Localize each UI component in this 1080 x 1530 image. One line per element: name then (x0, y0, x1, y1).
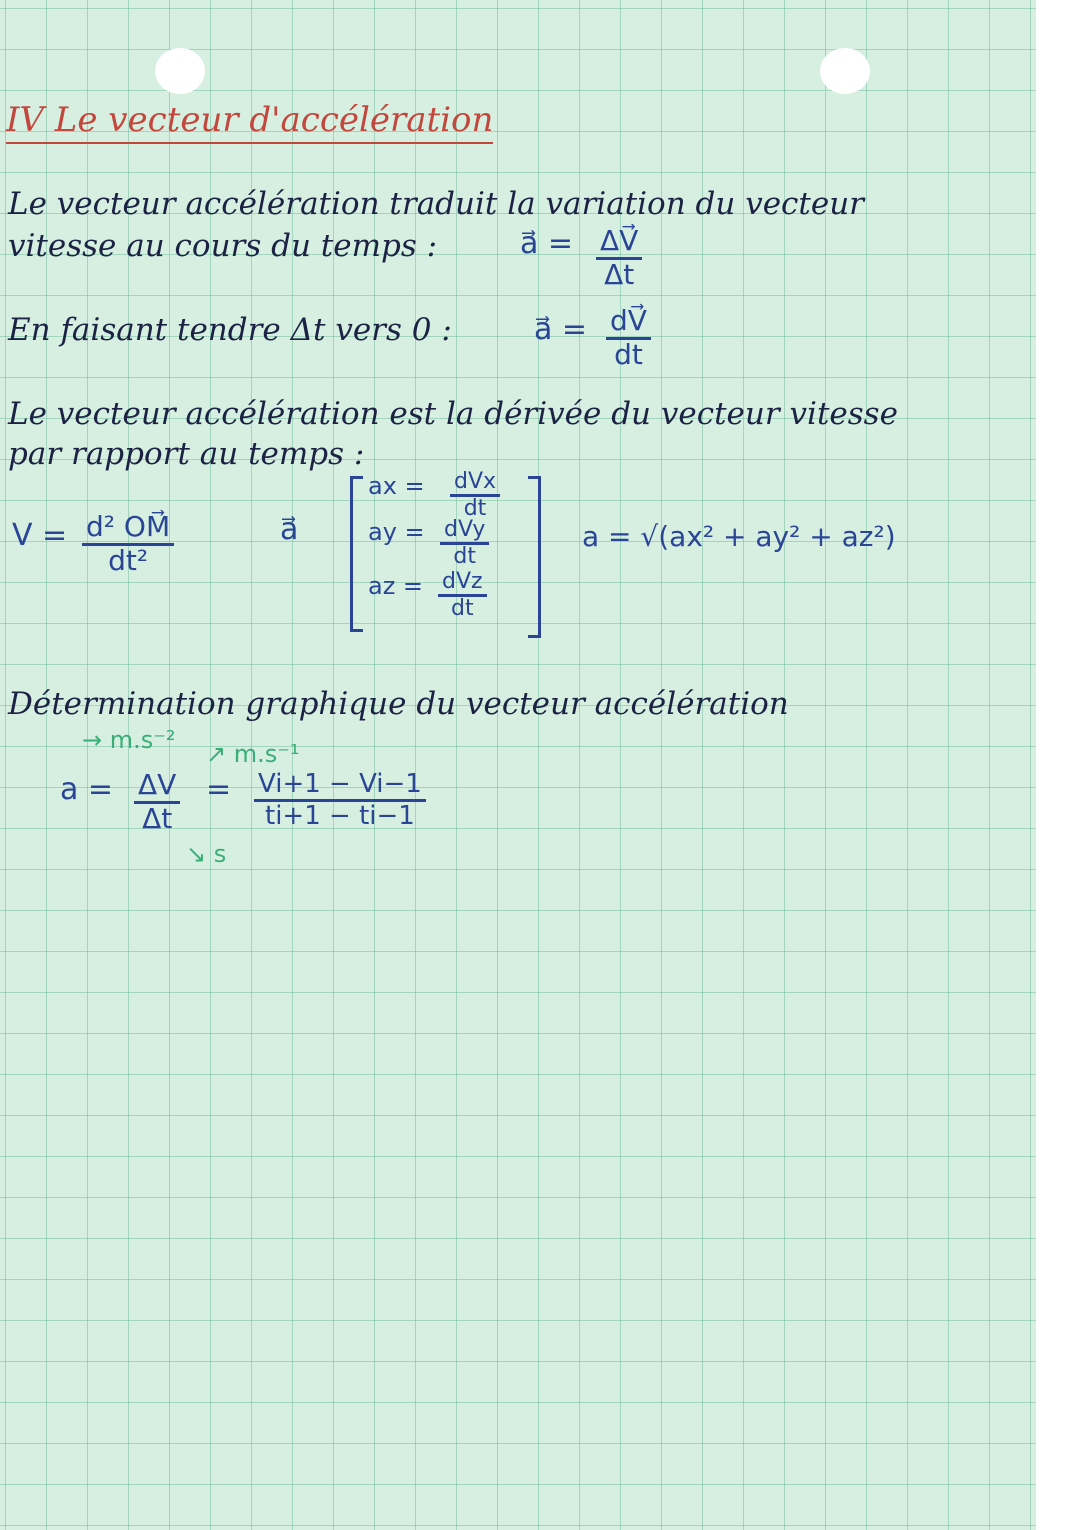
punch-hole-left (155, 48, 205, 94)
punch-hole-right (820, 48, 870, 94)
ax-lhs: ax = (368, 472, 425, 500)
unit-time: ↘ s (186, 840, 227, 868)
numerator: dVz (438, 570, 487, 597)
equals-sign: = (206, 772, 232, 807)
denominator: dt (453, 544, 477, 570)
fraction-finite-difference (254, 770, 426, 830)
fraction-ay (440, 518, 489, 569)
unit-acceleration: → m.s⁻² (82, 726, 176, 754)
fraction-dv-dt (596, 226, 642, 291)
numerator: dV⃗ (606, 306, 651, 340)
text-line-2: vitesse au cours du temps : (8, 228, 438, 264)
denominator: Δt (142, 801, 173, 835)
denominator: dt (614, 337, 643, 371)
text-line-3: En faisant tendre Δt vers 0 : (8, 312, 452, 348)
left-bracket (350, 476, 363, 632)
v-lhs: V = (12, 518, 68, 553)
norm-formula: a = √(ax² + ay² + az²) (582, 520, 896, 553)
numerator: dVx (450, 470, 500, 497)
text-line-4: Le vecteur accélération est la dérivée du vecteur vitesse (8, 396, 898, 432)
denominator: dt² (108, 543, 149, 577)
text-line-1: Le vecteur accélération traduit la variation du vecteur (8, 186, 864, 222)
az-lhs: az = (368, 572, 424, 600)
a-vector: a⃗ (280, 512, 299, 547)
fraction-delta (134, 770, 180, 835)
denominator: ti+1 − ti−1 (265, 800, 415, 831)
numerator: ΔV⃗ (596, 226, 642, 260)
section2-heading: Détermination graphique du vecteur accélération (8, 686, 789, 722)
section-title: IV Le vecteur d'accélération (6, 100, 493, 144)
ay-lhs: ay = (368, 518, 425, 546)
a-lhs-2: a = (60, 772, 114, 807)
numerator: Vi+1 − Vi−1 (254, 770, 426, 802)
fraction-ax (450, 470, 500, 521)
denominator: dt (463, 496, 487, 522)
formula-a-lhs: a⃗ = (520, 226, 574, 261)
numerator: d² OM⃗ (82, 512, 174, 546)
text-line-5: par rapport au temps : (8, 436, 365, 472)
fraction-second-derivative (82, 512, 174, 577)
right-bracket (528, 476, 541, 638)
unit-velocity: ↗ m.s⁻¹ (206, 740, 300, 768)
denominator: dt (450, 596, 474, 622)
fraction-derivative (606, 306, 651, 371)
fraction-az (438, 570, 487, 621)
denominator: Δt (604, 257, 635, 291)
numerator: ΔV (134, 770, 180, 804)
numerator: dVy (440, 518, 489, 545)
formula-a-lhs-2: a⃗ = (534, 312, 588, 347)
